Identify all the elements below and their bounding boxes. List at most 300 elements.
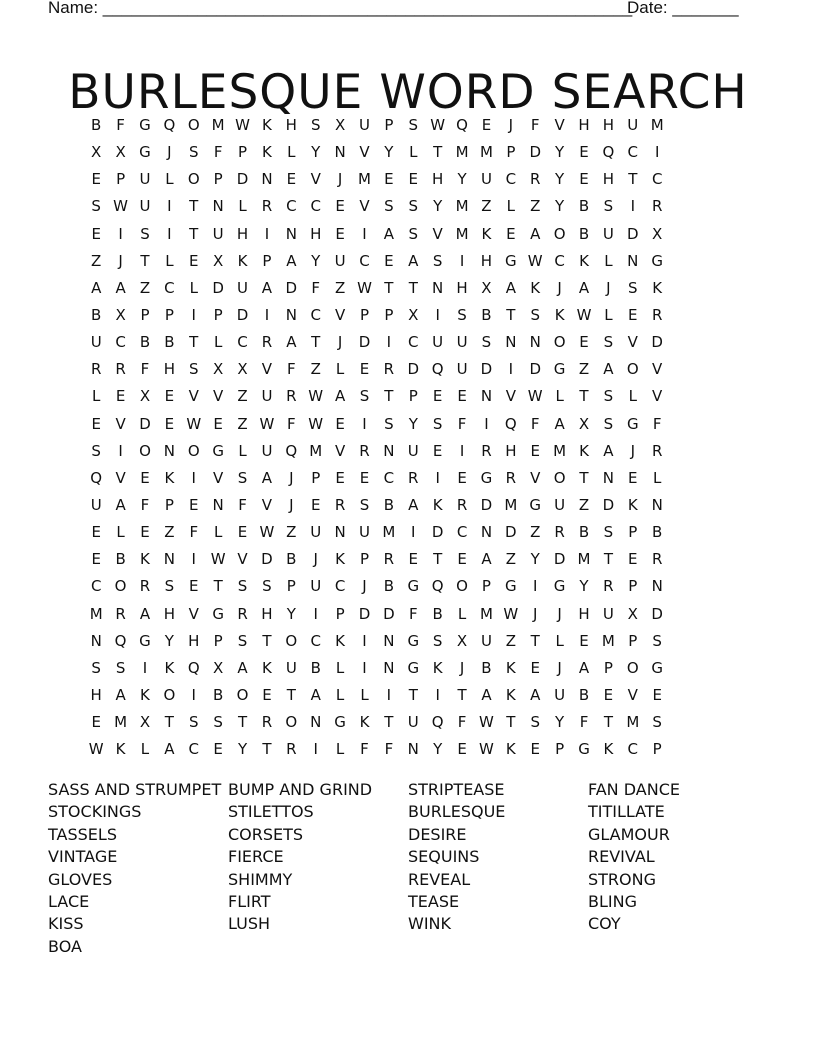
word-list-item: BURLESQUE: [408, 802, 506, 822]
grid-cell: E: [91, 713, 101, 732]
grid-cell: W: [527, 251, 543, 270]
grid-cell: K: [579, 441, 589, 460]
grid-cell: N: [285, 305, 297, 324]
grid-cell: D: [651, 604, 663, 623]
grid-cell: G: [139, 631, 151, 650]
word-list-item: CORSETS: [228, 824, 304, 844]
grid-cell: D: [383, 604, 395, 623]
grid-cell: A: [286, 251, 297, 270]
word-list-item: TEASE: [408, 891, 460, 911]
grid-cell: E: [457, 387, 467, 406]
grid-cell: Q: [431, 360, 444, 379]
grid-cell: E: [628, 305, 638, 324]
grid-cell: S: [603, 333, 614, 352]
grid-cell: U: [602, 224, 614, 243]
grid-cell: K: [627, 495, 638, 514]
grid-cell: T: [262, 631, 272, 650]
grid-cell: U: [310, 577, 322, 596]
grid-cell: H: [163, 604, 175, 623]
grid-cell: D: [358, 333, 371, 352]
grid-cell: R: [115, 360, 126, 379]
word-list-item: STOCKINGS: [48, 802, 142, 822]
grid-cell: A: [237, 658, 248, 677]
grid-cell: K: [530, 278, 541, 297]
grid-cell: K: [164, 658, 175, 677]
grid-cell: Q: [114, 631, 127, 650]
grid-cell: D: [602, 495, 615, 514]
grid-cell: A: [481, 685, 492, 704]
grid-row: [84, 683, 740, 710]
grid-cell: Z: [237, 387, 248, 406]
grid-row: [84, 412, 740, 439]
grid-cell: O: [187, 441, 200, 460]
grid-cell: R: [651, 550, 663, 569]
grid-cell: R: [554, 523, 565, 542]
grid-cell: E: [140, 468, 150, 487]
grid-cell: Q: [504, 414, 517, 433]
grid-cell: E: [189, 577, 199, 596]
grid-cell: P: [628, 577, 638, 596]
grid-cell: U: [261, 441, 273, 460]
grid-cell: M: [553, 441, 567, 460]
grid-cell: U: [554, 685, 566, 704]
grid-row: [84, 194, 740, 221]
grid-cell: E: [384, 251, 394, 270]
grid-cell: J: [508, 116, 514, 134]
grid-row: [84, 222, 740, 249]
grid-cell: X: [481, 278, 492, 297]
grid-row: [84, 357, 740, 384]
grid-cell: O: [285, 631, 298, 650]
grid-cell: P: [481, 577, 491, 596]
grid-cell: J: [118, 251, 123, 270]
grid-cell: K: [481, 224, 492, 243]
grid-cell: C: [164, 278, 175, 297]
grid-cell: A: [383, 224, 395, 243]
grid-cell: Y: [555, 170, 565, 189]
grid-cell: V: [188, 387, 199, 406]
grid-cell: G: [212, 441, 224, 460]
grid-cell: G: [139, 116, 151, 134]
grid-cell: B: [578, 523, 590, 542]
grid-cell: E: [628, 550, 638, 569]
grid-cell: S: [91, 658, 101, 677]
grid-cell: T: [506, 713, 516, 732]
grid-cell: R: [408, 468, 419, 487]
grid-cell: I: [191, 685, 196, 704]
grid-cell: W: [186, 414, 202, 433]
grid-cell: W: [308, 414, 324, 433]
grid-cell: D: [236, 170, 249, 189]
grid-cell: C: [310, 197, 321, 216]
grid-cell: Z: [139, 278, 151, 297]
grid-cell: U: [432, 333, 444, 352]
grid-cell: N: [383, 441, 395, 460]
grid-cell: E: [530, 441, 540, 460]
grid-cell: L: [165, 170, 174, 189]
grid-cell: E: [335, 414, 345, 433]
grid-cell: R: [261, 713, 273, 732]
grid-cell: X: [91, 143, 102, 162]
grid-cell: K: [262, 658, 272, 677]
grid-cell: A: [554, 414, 565, 433]
grid-cell: S: [652, 631, 662, 650]
grid-cell: A: [408, 495, 419, 514]
grid-cell: L: [555, 631, 564, 650]
grid-cell: B: [481, 658, 492, 677]
grid-row: [84, 520, 740, 547]
grid-cell: Y: [286, 604, 296, 623]
grid-cell: N: [651, 577, 663, 596]
grid-cell: B: [432, 604, 443, 623]
grid-cell: A: [286, 333, 297, 352]
grid-cell: A: [115, 495, 126, 514]
word-list-item: DESIRE: [408, 824, 467, 844]
grid-cell: E: [530, 740, 540, 759]
grid-cell: Z: [505, 550, 516, 569]
grid-cell: F: [579, 713, 589, 732]
grid-cell: K: [432, 495, 443, 514]
grid-cell: B: [481, 305, 492, 324]
grid-cell: S: [432, 251, 443, 270]
grid-cell: T: [384, 387, 394, 406]
grid-cell: T: [384, 278, 394, 297]
grid-cell: A: [310, 685, 321, 704]
grid-cell: T: [189, 197, 199, 216]
grid-cell: H: [188, 631, 200, 650]
grid-cell: W: [259, 523, 275, 542]
grid-row: [84, 602, 740, 629]
grid-cell: L: [189, 278, 198, 297]
grid-cell: Y: [237, 740, 248, 759]
word-list-item: REVIVAL: [588, 847, 655, 867]
grid-cell: R: [359, 441, 370, 460]
grid-cell: M: [382, 523, 396, 542]
grid-cell: T: [579, 468, 589, 487]
grid-cell: X: [627, 604, 638, 623]
grid-cell: E: [140, 523, 150, 542]
grid-cell: C: [90, 577, 102, 596]
grid-cell: E: [408, 170, 419, 189]
grid-cell: F: [384, 740, 394, 759]
grid-cell: M: [89, 604, 103, 623]
grid-cell: L: [409, 143, 418, 162]
grid-cell: H: [285, 116, 297, 134]
grid-cell: S: [91, 197, 101, 216]
grid-cell: B: [213, 685, 224, 704]
grid-cell: I: [167, 224, 172, 243]
grid-cell: N: [334, 523, 346, 542]
word-list-item: SASS AND STRUMPET: [48, 780, 222, 799]
word-column: [48, 779, 228, 958]
grid-cell: I: [459, 441, 465, 460]
grid-cell: B: [383, 495, 395, 514]
grid-cell: Q: [456, 116, 468, 134]
grid-cell: A: [530, 685, 541, 704]
grid-cell: P: [286, 577, 296, 596]
grid-cell: H: [578, 604, 590, 623]
grid-cell: K: [335, 631, 346, 650]
grid-cell: C: [115, 333, 126, 352]
grid-cell: F: [457, 713, 467, 732]
grid-cell: B: [91, 116, 102, 134]
grid-cell: U: [261, 387, 273, 406]
grid-cell: X: [456, 631, 468, 650]
word-column: [228, 779, 408, 958]
grid-cell: F: [189, 523, 199, 542]
grid-cell: R: [261, 333, 273, 352]
grid-cell: R: [139, 577, 151, 596]
grid-cell: Q: [163, 116, 176, 134]
grid-cell: Z: [578, 495, 590, 514]
grid-cell: A: [261, 468, 273, 487]
grid-cell: I: [167, 197, 172, 216]
grid-cell: I: [435, 468, 440, 487]
grid-row: [84, 493, 740, 520]
grid-cell: H: [480, 251, 493, 270]
grid-cell: N: [261, 170, 273, 189]
grid-cell: K: [359, 713, 370, 732]
grid-cell: L: [604, 251, 613, 270]
grid-cell: U: [139, 197, 151, 216]
grid-cell: I: [264, 224, 270, 243]
grid-cell: R: [530, 170, 541, 189]
grid-cell: Q: [602, 143, 615, 162]
grid-cell: K: [579, 251, 589, 270]
grid-cell: L: [213, 523, 223, 542]
grid-cell: R: [481, 441, 492, 460]
grid-cell: T: [384, 713, 394, 732]
grid-cell: V: [530, 468, 541, 487]
grid-cell: A: [334, 387, 346, 406]
grid-cell: U: [359, 116, 370, 134]
grid-cell: P: [164, 305, 174, 324]
grid-cell: A: [505, 278, 516, 297]
grid-cell: C: [310, 631, 321, 650]
grid-cell: J: [313, 550, 318, 569]
grid-cell: L: [555, 387, 564, 406]
grid-cell: C: [627, 740, 639, 759]
grid-cell: D: [480, 495, 493, 514]
grid-cell: G: [407, 658, 420, 677]
grid-cell: B: [91, 305, 102, 324]
word-list-item: GLOVES: [48, 869, 113, 889]
grid-cell: P: [384, 305, 394, 324]
grid-cell: U: [480, 170, 492, 189]
grid-cell: L: [457, 604, 467, 623]
grid-cell: I: [264, 305, 270, 324]
grid-cell: C: [383, 468, 395, 487]
grid-cell: T: [164, 713, 174, 732]
grid-cell: W: [527, 387, 543, 406]
grid-cell: B: [578, 224, 590, 243]
grid-cell: I: [386, 685, 392, 704]
grid-cell: N: [90, 631, 102, 650]
grid-cell: V: [213, 387, 224, 406]
grid-cell: G: [553, 577, 566, 596]
grid-cell: Y: [433, 197, 443, 216]
grid-cell: M: [601, 631, 615, 650]
grid-cell: N: [163, 550, 175, 569]
word-list-item: VINTAGE: [48, 847, 118, 867]
grid-row: [84, 737, 740, 764]
grid-row: [84, 384, 740, 411]
grid-cell: N: [212, 197, 224, 216]
grid-cell: P: [262, 251, 272, 270]
grid-cell: U: [456, 360, 468, 379]
grid-cell: P: [140, 305, 150, 324]
grid-cell: R: [286, 387, 297, 406]
date-field[interactable]: Date: _______: [627, 0, 739, 17]
grid-cell: J: [557, 604, 562, 623]
grid-cell: C: [408, 333, 419, 352]
grid-cell: E: [91, 550, 101, 569]
grid-cell: E: [359, 468, 370, 487]
grid-cell: R: [286, 740, 297, 759]
grid-cell: D: [261, 550, 273, 569]
grid-cell: P: [213, 170, 223, 189]
word-list-item: TITILLATE: [588, 802, 665, 822]
grid-cell: K: [262, 116, 272, 134]
grid-cell: V: [310, 170, 321, 189]
grid-cell: S: [237, 577, 248, 596]
grid-cell: E: [91, 523, 101, 542]
word-list-item: FLIRT: [228, 891, 271, 911]
grid-cell: X: [115, 305, 126, 324]
grid-cell: P: [555, 740, 565, 759]
grid-cell: G: [334, 713, 346, 732]
grid-cell: T: [140, 251, 150, 270]
grid-cell: S: [481, 333, 492, 352]
grid-cell: S: [530, 305, 540, 324]
grid-cell: N: [602, 468, 615, 487]
grid-cell: G: [651, 658, 663, 677]
grid-cell: E: [579, 631, 589, 650]
grid-cell: P: [238, 143, 248, 162]
grid-cell: O: [187, 170, 200, 189]
grid-cell: J: [533, 604, 538, 623]
word-list-item: LACE: [48, 891, 90, 911]
grid-row: [84, 710, 740, 737]
grid-cell: K: [554, 305, 565, 324]
grid-cell: Z: [505, 631, 516, 650]
word-list-item: STRONG: [588, 869, 657, 889]
grid-cell: M: [650, 116, 664, 134]
grid-cell: D: [236, 305, 249, 324]
grid-cell: M: [114, 713, 128, 732]
grid-cell: S: [652, 713, 662, 732]
grid-cell: I: [362, 631, 367, 650]
grid-cell: E: [579, 170, 589, 189]
word-list-item: COY: [588, 914, 621, 934]
grid-cell: U: [407, 441, 419, 460]
grid-cell: E: [189, 495, 199, 514]
grid-cell: S: [237, 468, 248, 487]
grid-cell: I: [362, 658, 367, 677]
grid-row: [84, 249, 740, 276]
grid-cell: N: [334, 143, 346, 162]
grid-cell: X: [139, 387, 151, 406]
grid-cell: I: [435, 305, 440, 324]
grid-cell: S: [213, 713, 223, 732]
grid-cell: H: [261, 604, 273, 623]
grid-cell: E: [457, 468, 467, 487]
word-list-item: SHIMMY: [228, 869, 293, 889]
grid-cell: C: [310, 305, 321, 324]
word-column: [588, 779, 768, 958]
grid-cell: Z: [164, 523, 175, 542]
grid-cell: R: [603, 577, 614, 596]
grid-cell: T: [262, 740, 272, 759]
grid-cell: D: [407, 360, 420, 379]
grid-cell: I: [654, 143, 660, 162]
grid-cell: M: [455, 143, 469, 162]
grid-cell: W: [479, 713, 494, 732]
grid-cell: T: [603, 550, 613, 569]
name-field[interactable]: Name: ________________________________________________________: [48, 0, 633, 17]
grid-cell: X: [213, 251, 224, 270]
grid-cell: I: [362, 414, 367, 433]
word-list-item: FIERCE: [228, 847, 284, 867]
grid-cell: F: [287, 360, 296, 379]
grid-cell: R: [505, 468, 517, 487]
grid-cell: R: [383, 550, 395, 569]
grid-cell: I: [313, 740, 318, 759]
grid-cell: U: [237, 278, 249, 297]
grid-cell: O: [626, 658, 639, 677]
page-title: BURLESQUE WORD SEARCH: [68, 65, 748, 121]
grid-cell: V: [188, 604, 199, 623]
grid-cell: X: [237, 360, 248, 379]
grid-cell: T: [579, 387, 589, 406]
grid-cell: Q: [187, 658, 200, 677]
grid-cell: F: [287, 414, 296, 433]
grid-cell: O: [285, 713, 298, 732]
grid-cell: D: [651, 333, 663, 352]
grid-cell: O: [114, 577, 127, 596]
grid-cell: I: [362, 224, 367, 243]
grid-cell: V: [627, 333, 638, 352]
grid-cell: C: [627, 143, 639, 162]
grid-cell: E: [91, 224, 101, 243]
grid-cell: I: [386, 333, 392, 352]
grid-cell: Q: [431, 577, 444, 596]
grid-cell: T: [433, 550, 443, 569]
grid-cell: P: [335, 604, 345, 623]
grid-cell: N: [480, 387, 493, 406]
grid-cell: W: [479, 740, 494, 759]
grid-cell: P: [311, 468, 321, 487]
grid-cell: J: [289, 495, 294, 514]
grid-cell: W: [235, 116, 250, 134]
grid-cell: M: [626, 713, 640, 732]
grid-cell: S: [140, 224, 150, 243]
grid-cell: K: [262, 143, 272, 162]
grid-cell: E: [286, 170, 297, 189]
grid-cell: B: [310, 658, 321, 677]
grid-cell: S: [384, 414, 394, 433]
grid-cell: E: [652, 685, 662, 704]
grid-cell: N: [285, 224, 297, 243]
grid-cell: E: [359, 360, 370, 379]
grid-cell: E: [457, 740, 467, 759]
grid-cell: J: [557, 278, 562, 297]
grid-cell: X: [115, 143, 126, 162]
word-list-item: STRIPTEASE: [408, 780, 505, 799]
grid-cell: F: [530, 414, 540, 433]
grid-cell: Y: [408, 414, 418, 433]
grid-cell: V: [652, 387, 663, 406]
